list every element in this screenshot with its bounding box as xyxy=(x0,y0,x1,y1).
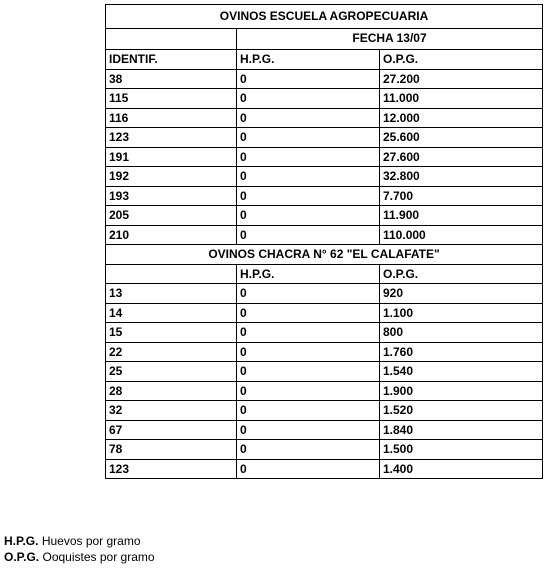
cell-hpg: 0 xyxy=(237,460,380,480)
header-opg-2: O.P.G. xyxy=(380,265,543,285)
cell-hpg: 0 xyxy=(237,167,380,187)
header-identif: IDENTIF. xyxy=(106,50,237,70)
cell-opg: 1.400 xyxy=(380,460,543,480)
cell-identif: 28 xyxy=(106,382,237,402)
legend-item-hpg xyxy=(4,533,155,549)
cell-hpg: 0 xyxy=(237,128,380,148)
cell-identif: 191 xyxy=(106,148,237,168)
cell-opg: 1.760 xyxy=(380,343,543,363)
cell-identif: 205 xyxy=(106,206,237,226)
cell-identif: 78 xyxy=(106,440,237,460)
cell-identif: 38 xyxy=(106,70,237,90)
cell-hpg: 0 xyxy=(237,343,380,363)
cell-opg: 110.000 xyxy=(380,226,543,246)
cell-hpg: 0 xyxy=(237,323,380,343)
cell-opg: 11.900 xyxy=(380,206,543,226)
legend-abbr: O.P.G. xyxy=(4,550,40,564)
header-empty xyxy=(106,265,237,285)
cell-identif: 25 xyxy=(106,362,237,382)
cell-hpg: 0 xyxy=(237,440,380,460)
cell-opg: 1.900 xyxy=(380,382,543,402)
cell-opg: 920 xyxy=(380,284,543,304)
header-opg: O.P.G. xyxy=(380,50,543,70)
cell-opg: 11.000 xyxy=(380,89,543,109)
cell-opg: 27.200 xyxy=(380,70,543,90)
cell-hpg: 0 xyxy=(237,382,380,402)
fecha-label: FECHA 13/07 xyxy=(237,29,543,50)
cell-identif: 13 xyxy=(106,284,237,304)
header-hpg: H.P.G. xyxy=(237,50,380,70)
table-title-chacra: OVINOS CHACRA N° 62 "EL CALAFATE" xyxy=(106,245,543,265)
cell-identif: 67 xyxy=(106,421,237,441)
cell-hpg: 0 xyxy=(237,284,380,304)
cell-opg: 32.800 xyxy=(380,167,543,187)
cell-opg: 800 xyxy=(380,323,543,343)
legend xyxy=(4,533,155,565)
cell-opg: 1.540 xyxy=(380,362,543,382)
cell-identif: 116 xyxy=(106,109,237,129)
legend-text: Huevos por gramo xyxy=(41,534,141,548)
cell-opg: 27.600 xyxy=(380,148,543,168)
cell-identif: 123 xyxy=(106,460,237,480)
cell-hpg: 0 xyxy=(237,362,380,382)
cell-hpg: 0 xyxy=(237,187,380,207)
cell-identif: 192 xyxy=(106,167,237,187)
cell-hpg: 0 xyxy=(237,148,380,168)
cell-opg: 7.700 xyxy=(380,187,543,207)
ovinos-table xyxy=(105,4,543,479)
cell-opg: 25.600 xyxy=(380,128,543,148)
table-title-escuela: OVINOS ESCUELA AGROPECUARIA xyxy=(106,5,543,29)
cell-identif: 210 xyxy=(106,226,237,246)
legend-text: Ooquistes por gramo xyxy=(42,550,155,564)
cell-hpg: 0 xyxy=(237,109,380,129)
cell-opg: 1.500 xyxy=(380,440,543,460)
cell-hpg: 0 xyxy=(237,304,380,324)
cell-opg: 12.000 xyxy=(380,109,543,129)
cell-identif: 193 xyxy=(106,187,237,207)
cell-hpg: 0 xyxy=(237,70,380,90)
cell-identif: 15 xyxy=(106,323,237,343)
cell-hpg: 0 xyxy=(237,226,380,246)
cell-identif: 115 xyxy=(106,89,237,109)
header-hpg-2: H.P.G. xyxy=(237,265,380,285)
cell-identif: 22 xyxy=(106,343,237,363)
cell-opg: 1.840 xyxy=(380,421,543,441)
legend-item-opg xyxy=(4,549,155,565)
cell-identif: 123 xyxy=(106,128,237,148)
spacer-cell xyxy=(106,29,237,50)
cell-hpg: 0 xyxy=(237,206,380,226)
cell-hpg: 0 xyxy=(237,89,380,109)
cell-opg: 1.100 xyxy=(380,304,543,324)
legend-abbr: H.P.G. xyxy=(4,534,39,548)
cell-hpg: 0 xyxy=(237,421,380,441)
cell-identif: 14 xyxy=(106,304,237,324)
cell-opg: 1.520 xyxy=(380,401,543,421)
cell-hpg: 0 xyxy=(237,401,380,421)
cell-identif: 32 xyxy=(106,401,237,421)
